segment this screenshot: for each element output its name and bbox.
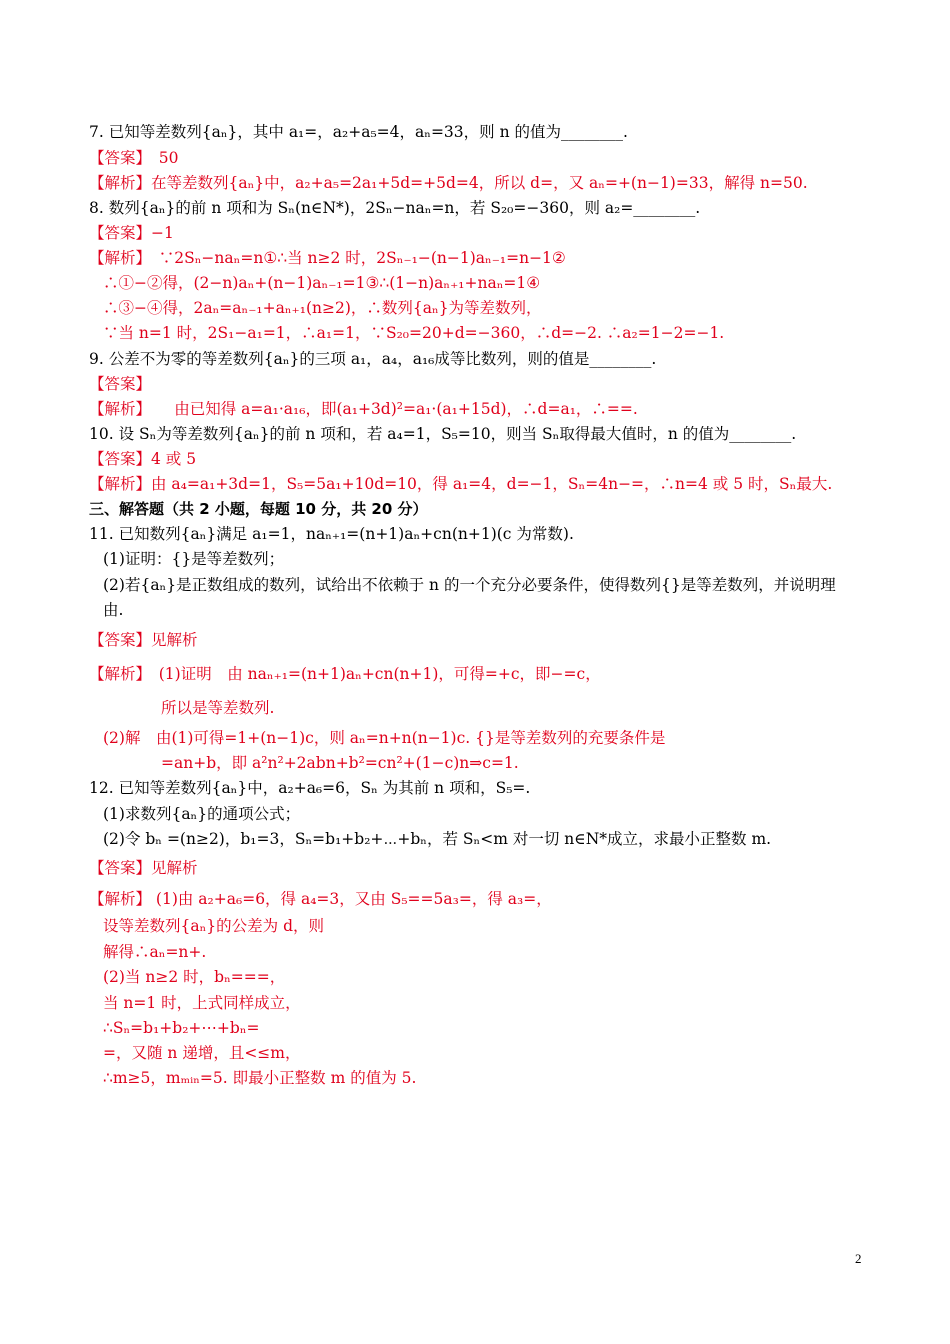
text-line: 10. 设 Sₙ为等差数列{aₙ}的前 n 项和，若 a₄=1，S₅=10，则当 Sₙ取得最大值时，n 的值为________. [89,425,797,443]
text-line: 由. [103,601,124,619]
text-line: 【答案】 50 [89,149,179,167]
text-line: =，又随 n 递增，且<≤m， [103,1044,301,1062]
text-line: (2)若{aₙ}是正数组成的数列，试给出不依赖于 n 的一个充分必要条件，使得数列{}是等差数列，并说明理 [103,576,836,594]
text-line: 【答案】−1 [89,224,174,242]
text-line: (2)令 bₙ =(n≥2)，b₁=3，Sₙ=b₁+b₂+⋯+bₙ，若 Sₙ<m 对一切 n∈N*成立，求最小正整数 m. [103,830,772,848]
text-line: (2)解 由(1)可得=1+(n−1)c，则 aₙ=n+n(n−1)c. {}是等差数列的充要条件是 [103,729,666,747]
text-line: 【答案】 [89,375,152,393]
text-line: 8. 数列{aₙ}的前 n 项和为 Sₙ(n∈N*)，2Sₙ−naₙ=n，若 S₂₀=−360，则 a₂=________. [89,199,701,217]
text-line: 【答案】4 或 5 [89,450,197,468]
text-line: 设等差数列{aₙ}的公差为 d，则 [103,917,325,935]
text-line: ∵当 n=1 时，2S₁−a₁=1，∴a₁=1，∵S₂₀=20+d=−360，∴d=−2. ∴a₂=1−2=−1. [103,324,725,342]
text-line: 7. 已知等差数列{aₙ}，其中 a₁=，a₂+a₅=4，aₙ=33，则 n 的值为________. [89,123,628,141]
text-line: (2)当 n≥2 时，bₙ===， [103,968,286,986]
text-line: 三、解答题（共 2 小题，每题 10 分，共 20 分） [89,500,428,518]
text-line: 当 n=1 时，上式同样成立， [103,994,301,1012]
text-line: 【答案】见解析 [89,859,198,877]
text-line: 【解析】由 a₄=a₁+3d=1，S₅=5a₁+10d=10，得 a₁=4，d=−1，Sₙ=4n−=，∴n=4 或 5 时，Sₙ最大. [89,475,833,493]
text-line: (1)求数列{aₙ}的通项公式； [103,805,301,823]
text-line: 解得∴aₙ=n+. [103,943,207,961]
text-line: 【答案】见解析 [89,631,198,649]
text-line: 所以是等差数列. [161,699,275,717]
text-line: =an+b，即 a²n²+2abn+b²=cn²+(1−c)n⇒c=1. [161,754,519,772]
text-line: ∴m≥5，mₘᵢₙ=5. 即最小正整数 m 的值为 5. [103,1069,417,1087]
text-line: 9. 公差不为零的等差数列{aₙ}的三项 a₁，a₄，a₁₆成等比数列，则的值是________. [89,350,657,368]
text-line: 12. 已知等差数列{aₙ}中，a₂+a₆=6，Sₙ 为其前 n 项和，S₅=. [89,779,531,797]
text-line: ∴Sₙ=b₁+b₂+⋯+bₙ= [103,1019,260,1037]
page-number: 2 [855,1251,862,1266]
text-line: 【解析】 (1)由 a₂+a₆=6，得 a₄=3，又由 S₅==5a₃=，得 a₃=， [89,890,552,908]
text-line: (1)证明：{}是等差数列； [103,550,285,568]
text-line: 【解析】 ∵2Sₙ−naₙ=n①∴当 n≥2 时，2Sₙ₋₁−(n−1)aₙ₋₁=n−1② [89,249,566,267]
text-line: ∴③−④得，2aₙ=aₙ₋₁+aₙ₊₁(n≥2)，∴数列{aₙ}为等差数列， [103,299,542,317]
text-line: ∴①−②得，(2−n)aₙ+(n−1)aₙ₋₁=1③∴(1−n)aₙ₊₁+naₙ=1④ [103,274,541,292]
text-line: 【解析】在等差数列{aₙ}中，a₂+a₅=2a₁+5d=+5d=4，所以 d=，又 aₙ=+(n−1)=33，解得 n=50. [89,174,808,192]
text-line: 【解析】 由已知得 a=a₁·a₁₆，即(a₁+3d)²=a₁·(a₁+15d)，∴d=a₁，∴==. [89,400,638,418]
text-line: 11. 已知数列{aₙ}满足 a₁=1，naₙ₊₁=(n+1)aₙ+cn(n+1)(c 为常数). [89,525,574,543]
text-line: 【解析】 (1)证明 由 naₙ₊₁=(n+1)aₙ+cn(n+1)，可得=+c，即−=c， [89,665,601,683]
